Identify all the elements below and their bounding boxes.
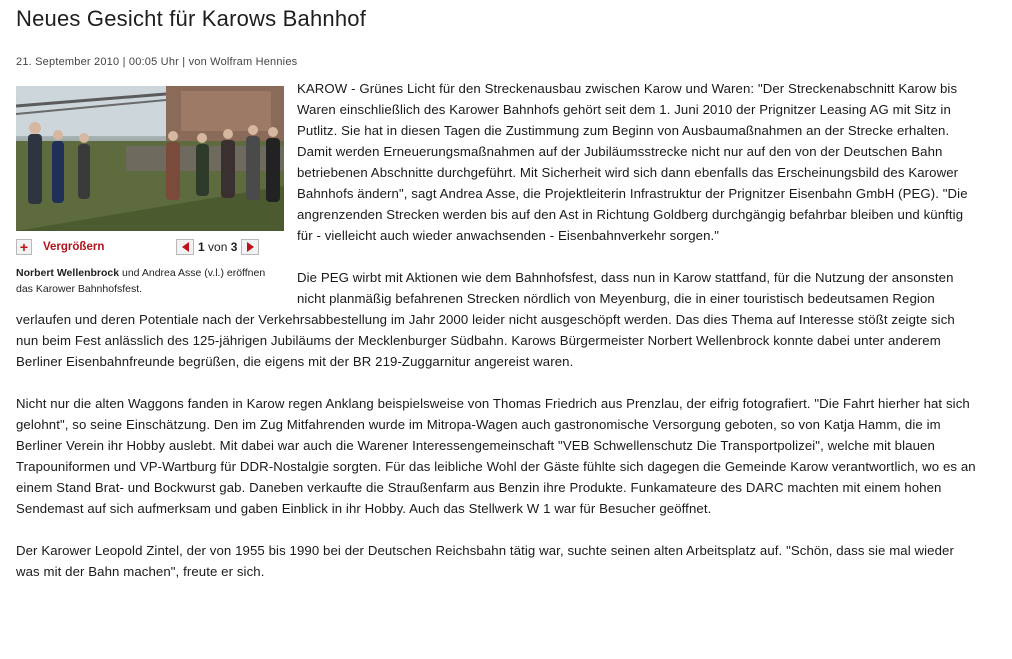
byline (16, 56, 297, 68)
article-time: 00:05 Uhr (128, 56, 179, 68)
caption-text: und Andrea Asse (v.l.) eröffnen das Karower Bahnhofsfest. (16, 267, 266, 295)
article-date: 21. September 2010 (16, 56, 120, 68)
gallery-pager (176, 239, 259, 255)
article-paragraph: KAROW - Grünes Licht für den Streckenausbau zwischen Karow und Waren: "Der Streckenabschnitt Karow bis Waren einschließlich des Karower Bahnhofs gehört seit dem 1. Juni 2010 der Prignitzer Leasing AG mit Sitz in Putlitz. Sie hat in diesen Tagen die Zustimmung zum Beginn von Ausbaumaßnahmen an der Strecke erhalten. Damit werden Erneuerungsmaßnahmen auf der Jubiläumsstrecke nicht nur auf den von der Deutschen Bahn betriebenen Abschnitte durchgeführt. Mit Sicherheit wird sich dann ebenfalls das Erscheinungsbild des Karower Bahnhofs ändern", sagt Andrea Asse, die Projektleiterin Infrastruktur der Prignitzer Eisenbahn GmbH (PEG). "Die angrenzenden Strecken werden bis auf den Ast in Richtung Goldberg durchgängig befahrbar bleiben und künftig für - vielleicht auch wieder anwachsenden - Eisenbahnverkehr sorgen." (297, 81, 968, 243)
separator: | (182, 56, 189, 68)
enlarge-label: Vergrößern (43, 241, 105, 253)
enlarge-button[interactable] (16, 239, 104, 255)
article-photo[interactable] (16, 86, 284, 231)
separator: | (122, 56, 129, 68)
arrow-left-icon (182, 242, 189, 252)
plus-icon: + (16, 239, 32, 255)
article-paragraph: Der Karower Leopold Zintel, der von 1955 bis 1990 bei der Deutschen Reichsbahn tätig war, suchte seinen alten Arbeitsplatz auf. "Schön, dass sie mal wieder was mit der Bahn machen", freute er sich. (16, 543, 954, 579)
article-paragraph: Die PEG wirbt mit Aktionen wie dem Bahnhofsfest, dass nun in Karow stattfand, für die Nutzung der ansonsten nicht planmäßig befahrenen Strecken nördlich von Meyenburg, die in einer touristisch bedeutsamen Region verlaufen und deren Potentiale nach der Verkehrsabbestellung im Jahr 2000 leider nicht ausgeschöpft werden. Das dies Thema auf Interesse stößt zeigte sich nun beim Fest anlässlich des 125-jährigen Jubiläums der Mecklenburger Südbahn. Karows Bürgermeister Norbert Wellenbrock konnte dabei unter anderem Berliner Eisenbahnfreunde begrüßen, die eigens mit der BR 219-Zuggarnitur angereist waren. (16, 270, 955, 369)
photo-image (16, 86, 284, 231)
article-title: Neues Gesicht für Karows Bahnhof (16, 6, 367, 31)
arrow-right-icon (247, 242, 254, 252)
total-image-count: 3 (230, 240, 238, 254)
current-image-number: 1 (198, 240, 205, 254)
article-author: von Wolfram Hennies (188, 56, 298, 68)
gallery-controls (16, 237, 284, 259)
article-paragraph: Nicht nur die alten Waggons fanden in Karow regen Anklang beispielsweise von Thomas Friedrich aus Prenzlau, der eifrig fotografiert. "Die Fahrt hierher hat sich gelohnt", so seine Einschätzung. Den im Zug Mitfahrenden wurde im Mitropa-Wagen auch gastronomische Versorgung geboten, so von Katja Hamm, die im Berliner Verein ihr Hobby auslebt. Mit dabei war auch die Warener Interessengemeinschaft "VEB Schwellenschutz Die Transportpolizei", welche mit blauen Trapouniformen und VP-Wartburg für DDR-Nostalgie sorgten. Für das leibliche Wohl der Gäste fühlte sich dagegen die Gemeinde Karow verantwortlich, wo es an einem Stand Brat- und Bockwurst gab. Daneben verkaufte die Straußenfarm aus Benzin ihre Produkte. Funkamateure des DARC machten mit einem hohen Sendemast auf sich aufmerksam und gaben Einblick in ihr Hobby. Auch das Stellwerk W 1 war für Besucher geöffnet. (16, 396, 976, 516)
photo-caption (16, 265, 284, 297)
photo-gallery (16, 86, 284, 297)
previous-image-button[interactable] (176, 239, 194, 255)
of-label: von (208, 240, 228, 254)
page-indicator (198, 240, 237, 254)
next-image-button[interactable] (241, 239, 259, 255)
caption-names: Norbert Wellenbrock (16, 267, 120, 279)
